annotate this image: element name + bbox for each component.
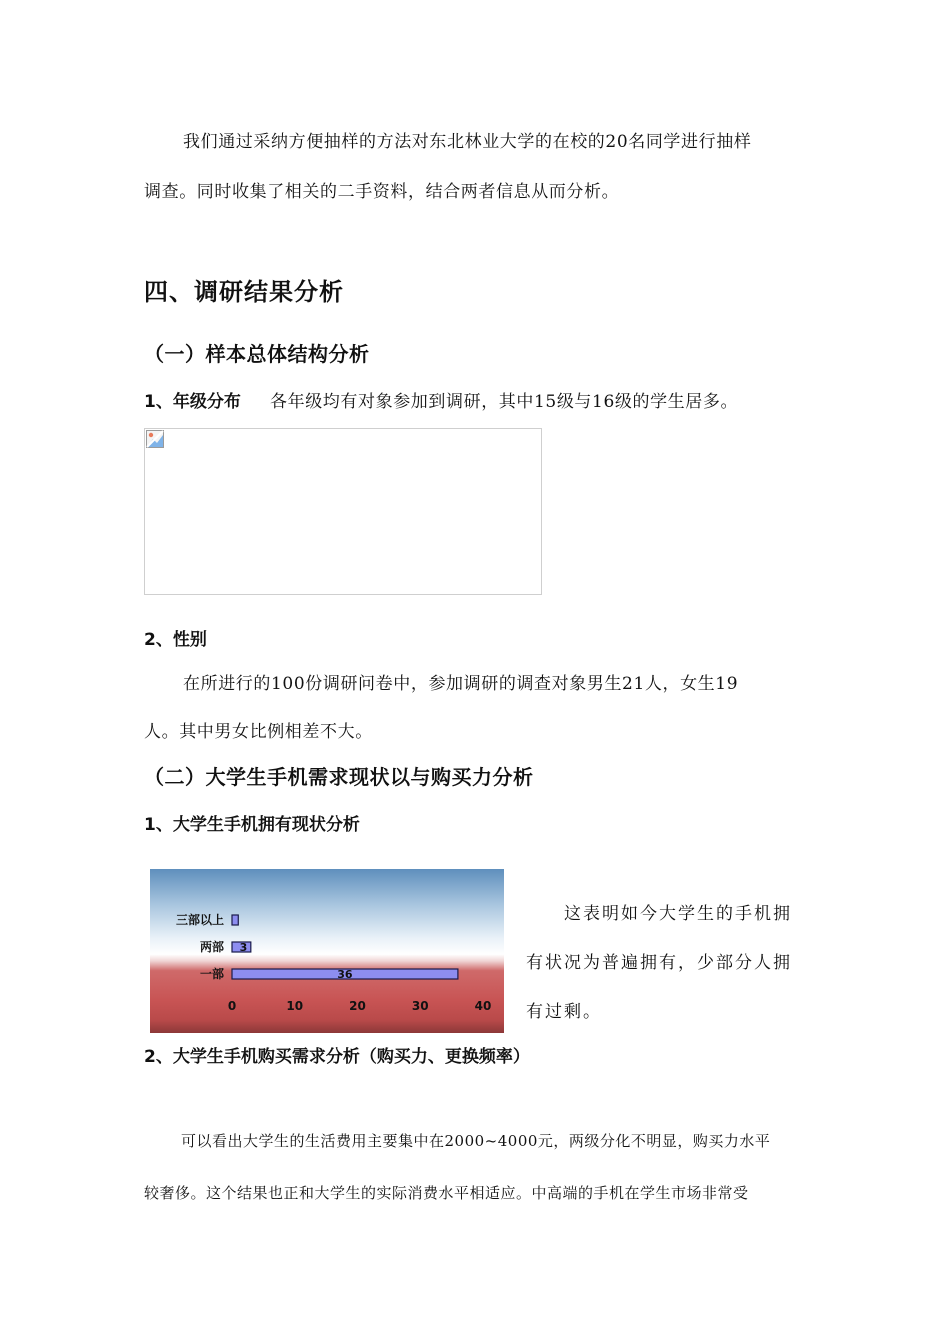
data-label: 3 [239, 941, 248, 954]
ownership-side-line-1: 这表明如今大学生的手机拥 [564, 904, 792, 924]
purchase-line-2: 较奢侈。这个结果也正和大学生的实际消费水平相适应。中高端的手机在学生市场非常受 [144, 1184, 749, 1202]
ownership-bar-chart [150, 869, 504, 1033]
x-tick-label: 10 [286, 999, 304, 1013]
section-title: 四、调研结果分析 [144, 278, 344, 306]
grade-label: 1、年级分布 [144, 392, 241, 412]
category-label: 一部 [199, 967, 224, 981]
gender-line-1: 在所进行的100份调研问卷中，参加调研的调查对象男生21人，女生19 [183, 674, 739, 694]
category-label: 两部 [199, 940, 224, 954]
ownership-side-line-2: 有状况为普遍拥有，少部分人拥 [526, 953, 792, 973]
ownership-label: 1、大学生手机拥有现状分析 [144, 815, 360, 835]
x-tick-label: 40 [474, 999, 492, 1013]
gender-line-2: 人。其中男女比例相差不大。 [144, 722, 373, 742]
purchase-label: 2、大学生手机购买需求分析（购买力、更换频率） [144, 1047, 530, 1067]
gender-label: 2、性别 [144, 630, 207, 650]
subsection-title-1: （一）样本总体结构分析 [144, 342, 370, 366]
data-label: 36 [337, 968, 353, 981]
x-tick-label: 20 [349, 999, 366, 1013]
ownership-chart-svg [150, 869, 504, 1033]
purchase-line-1: 可以看出大学生的生活费用主要集中在2000~4000元，两级分化不明显，购买力水平 [181, 1132, 771, 1150]
ownership-side-line-3: 有过剩。 [526, 1002, 602, 1022]
grade-text: 各年级均有对象参加到调研，其中15级与16级的学生居多。 [270, 392, 739, 412]
grade-chart-image [144, 428, 542, 595]
x-tick-label: 30 [411, 999, 429, 1013]
broken-image-icon [146, 430, 164, 448]
intro-line-1: 我们通过采纳方便抽样的方法对东北林业大学的在校的20名同学进行抽样 [183, 132, 752, 152]
intro-line-2: 调查。同时收集了相关的二手资料，结合两者信息从而分析。 [144, 182, 620, 202]
category-label: 三部以上 [175, 913, 224, 927]
subsection-title-2: （二）大学生手机需求现状以与购买力分析 [144, 765, 534, 789]
x-tick-label: 0 [227, 999, 237, 1013]
bar [232, 915, 238, 925]
